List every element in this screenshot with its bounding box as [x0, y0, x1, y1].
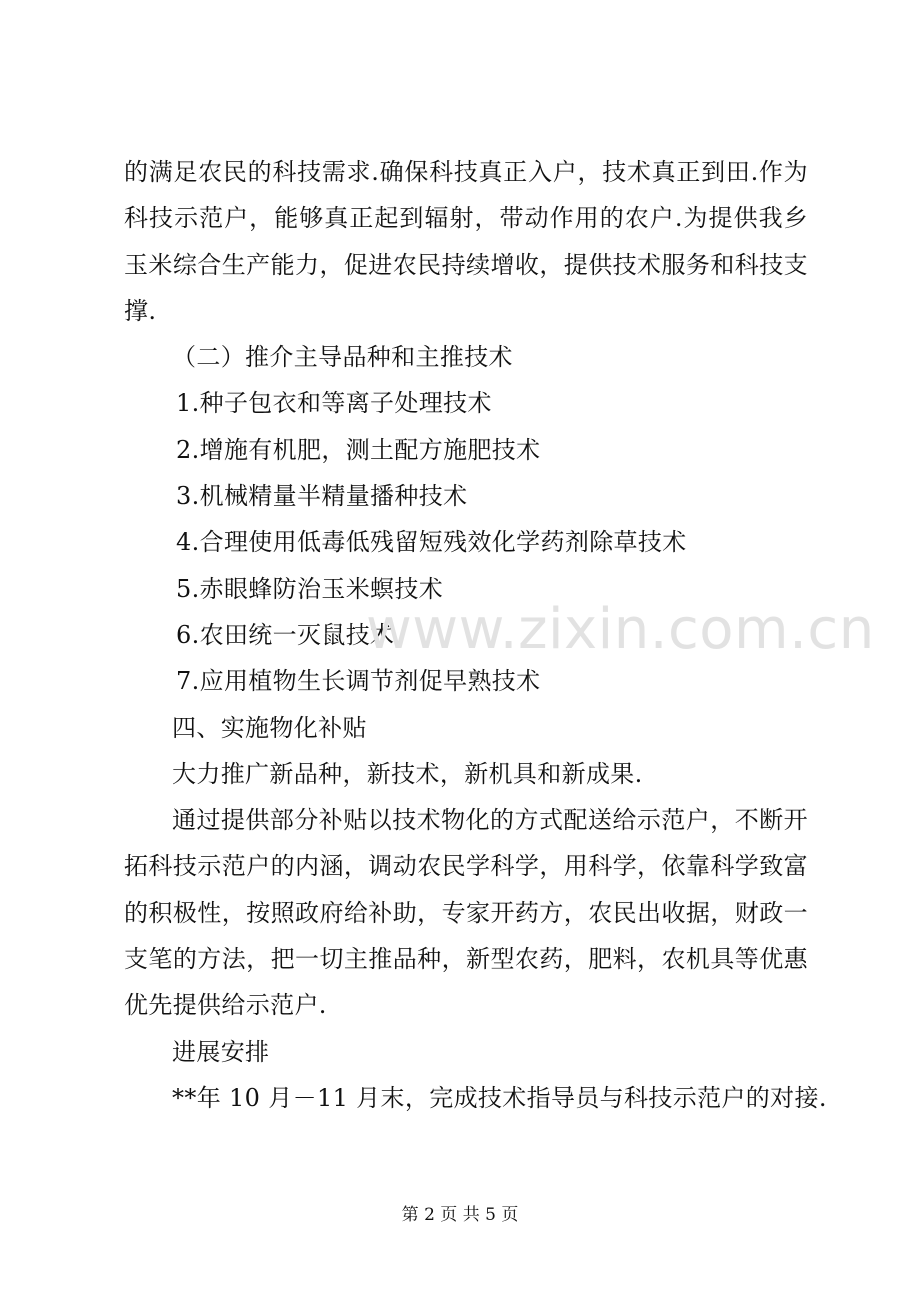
watermark: www.zixin.com.cn [366, 597, 875, 662]
text-line: 支笔的方法，把一切主推品种，新型农药，肥料，农机具等优惠 [124, 945, 808, 974]
text-line: 拓科技示范户的内涵，调动农民学科学，用科学，依靠科学致富 [124, 852, 808, 881]
text-line: 撑. [124, 296, 157, 325]
technology-item: 2.增施有机肥，测土配方施肥技术 [176, 435, 541, 464]
text-line: 的满足农民的科技需求.确保科技真正入户，技术真正到田.作为 [124, 158, 808, 186]
text-line: 通过提供部分补贴以技术物化的方式配送给示范户，不断开 [172, 806, 808, 835]
text-line: 玉米综合生产能力，促进农民持续增收，提供技术服务和科技支 [124, 250, 808, 279]
promotion-line: 大力推广新品种，新技术，新机具和新成果. [172, 759, 643, 788]
schedule-heading: 进展安排 [172, 1037, 270, 1066]
technology-item: 4.合理使用低毒低残留短残效化学药剂除草技术 [176, 528, 687, 557]
text-line: 的积极性，按照政府给补助，专家开药方，农民出收据，财政一 [124, 898, 808, 927]
schedule-line: **年 10 月－11 月末，完成技术指导员与科技示范户的对接. [172, 1083, 827, 1112]
technology-item: 5.赤眼蜂防治玉米螟技术 [176, 574, 444, 603]
page-footer: 第 2 页 共 5 页 [401, 1205, 519, 1225]
technology-item: 1.种子包衣和等离子处理技术 [176, 389, 492, 418]
section-heading: （二）推介主导品种和主推技术 [172, 343, 513, 372]
subsidy-paragraph [124, 797, 808, 1028]
intro-paragraph [124, 149, 808, 334]
technology-item: 7.应用植物生长调节剂促早熟技术 [176, 667, 541, 696]
text-line: 科技示范户，能够真正起到辐射，带动作用的农户.为提供我乡 [124, 204, 808, 233]
section-four-heading: 四、实施物化补贴 [172, 713, 367, 742]
technology-list [124, 380, 808, 704]
text-line: 优先提供给示范户. [124, 991, 327, 1020]
document-body [124, 149, 827, 1121]
technology-item: 3.机械精量半精量播种技术 [176, 482, 468, 511]
technology-item: 6.农田统一灭鼠技术 [176, 620, 395, 649]
